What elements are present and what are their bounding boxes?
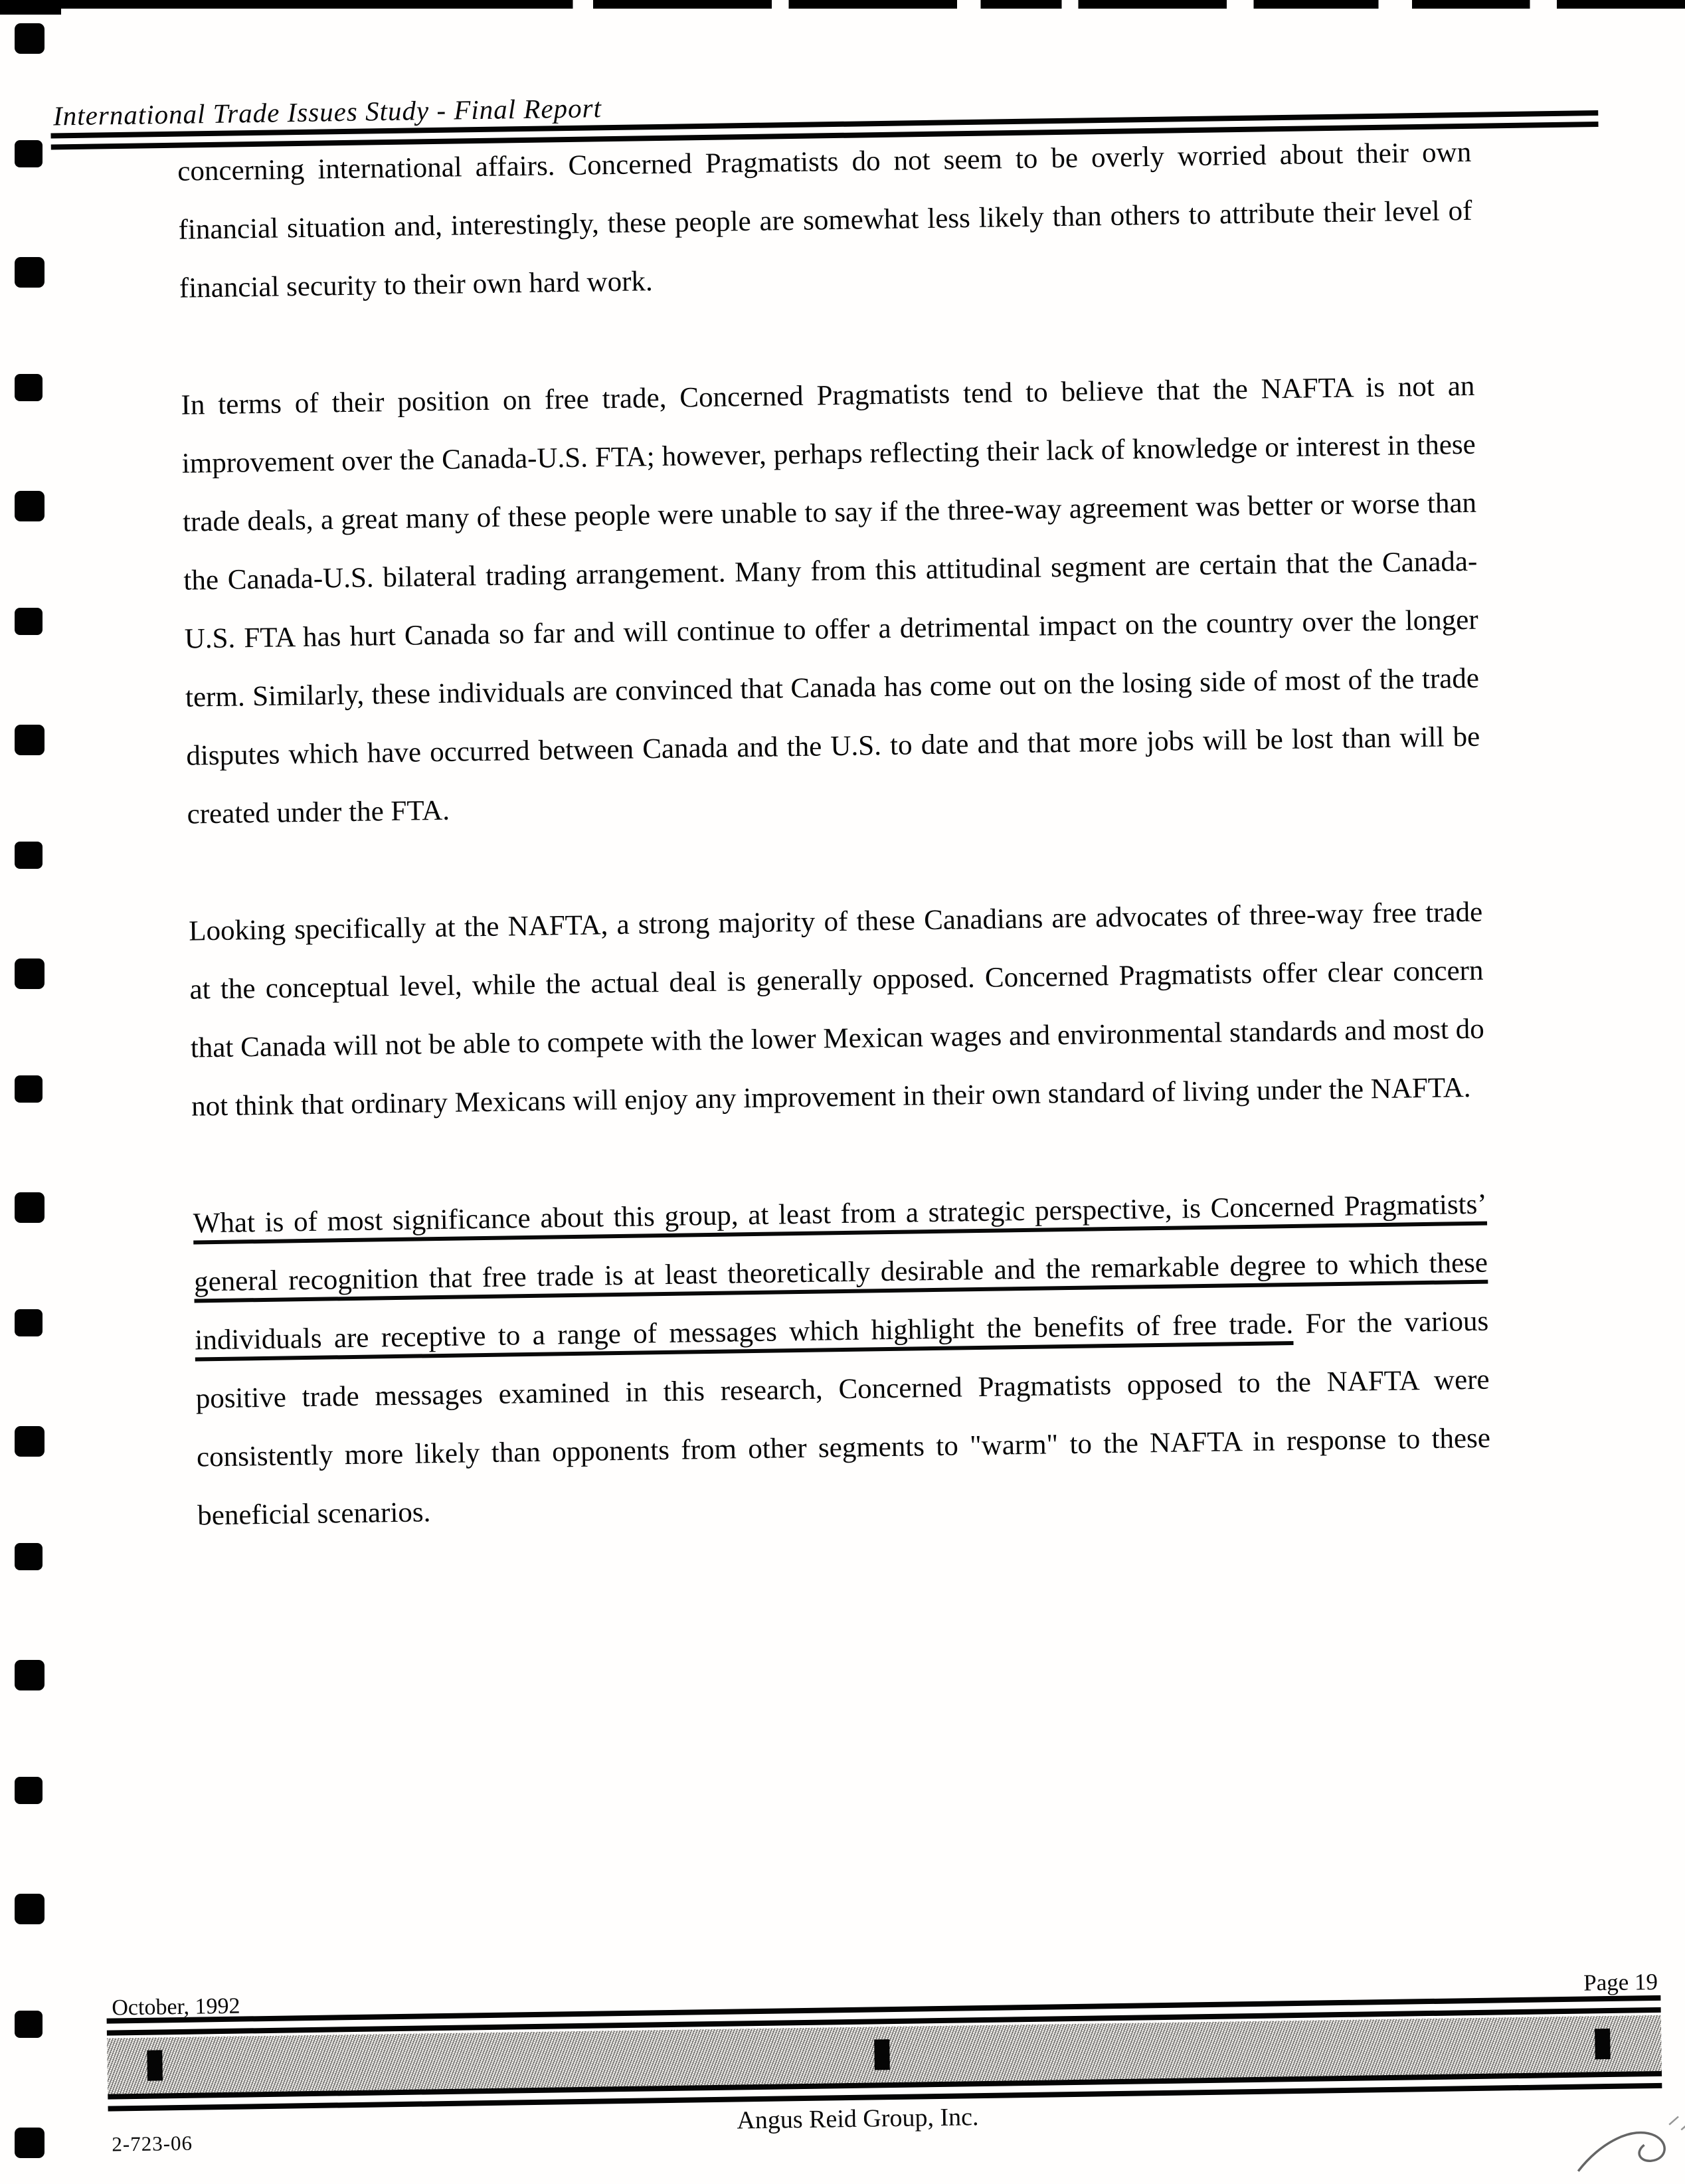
paragraph: concerning international affairs. Concerned Pragmatists do not seem to be overly worried about their own financial situation and, interestingly, these people are somewhat less likely than others to attribute their level of financial security to their own hard work. bbox=[177, 136, 1472, 304]
footer-date: October, 1992 bbox=[112, 1993, 240, 2021]
paragraph: In terms of their position on free trade, Concerned Pragmatists tend to believe that the NAFTA is not an improvement over the Canada-U.S. FTA; however, perhaps reflecting their lack of knowledge or interest in these trade deals, a great many of these people were unable to say if the three-way agreement was better or worse than the Canada-U.S. bilateral trading arrangement. Many from this attitudinal segment are certain that the Canada-U.S. FTA has hurt Canada so far and will continue to offer a detrimental impact on the country over the longer term. Similarly, these individuals are convinced that Canada has come out on the losing side of most of the trade disputes which have occurred between Canada and the U.S. to date and that more jobs will be lost than will be created under the FTA. bbox=[181, 370, 1480, 830]
registration-square-right bbox=[1595, 2029, 1611, 2059]
registration-square-center bbox=[874, 2039, 890, 2070]
body-text bbox=[177, 124, 1492, 1604]
company-name: Angus Reid Group, Inc. bbox=[737, 2103, 979, 2135]
registration-square-left bbox=[147, 2050, 163, 2080]
page-number: Page 19 bbox=[1583, 1968, 1658, 1996]
underlined-passage: What is of most significance about this group, at least from a strategic perspective, is Concerned Pragmatists’ general recognition that free trade is at least theoretically desirable and the remarkable degree to which these individuals are receptive to a range of messages which highlight the benefits of free trade. bbox=[193, 1188, 1488, 1356]
pen-scribble bbox=[1569, 2110, 1685, 2175]
paragraph: Looking specifically at the NAFTA, a strong majority of these Canadians are advocates of three-way free trade at the conceptual level, while the actual deal is generally opposed. Concerned Pragmatists offer clear concern that Canada will not be able to compete with the lower Mexican wages and environmental standards and most do not think that ordinary Mexicans will enjoy any improvement in their own standard of living under the NAFTA. bbox=[188, 896, 1485, 1123]
document-number: 2-723-06 bbox=[112, 2131, 193, 2156]
paragraph bbox=[193, 1176, 1492, 1546]
report-running-head: International Trade Issues Study - Final Report bbox=[52, 92, 602, 132]
paragraph-continuation: For the various positive trade messages examined in this research, Concerned Pragmatists opposed to the NAFTA were consistently more likely than opponents from other segments to "warm" to the NAFTA in response to these beneficial scenarios. bbox=[195, 1305, 1491, 1532]
